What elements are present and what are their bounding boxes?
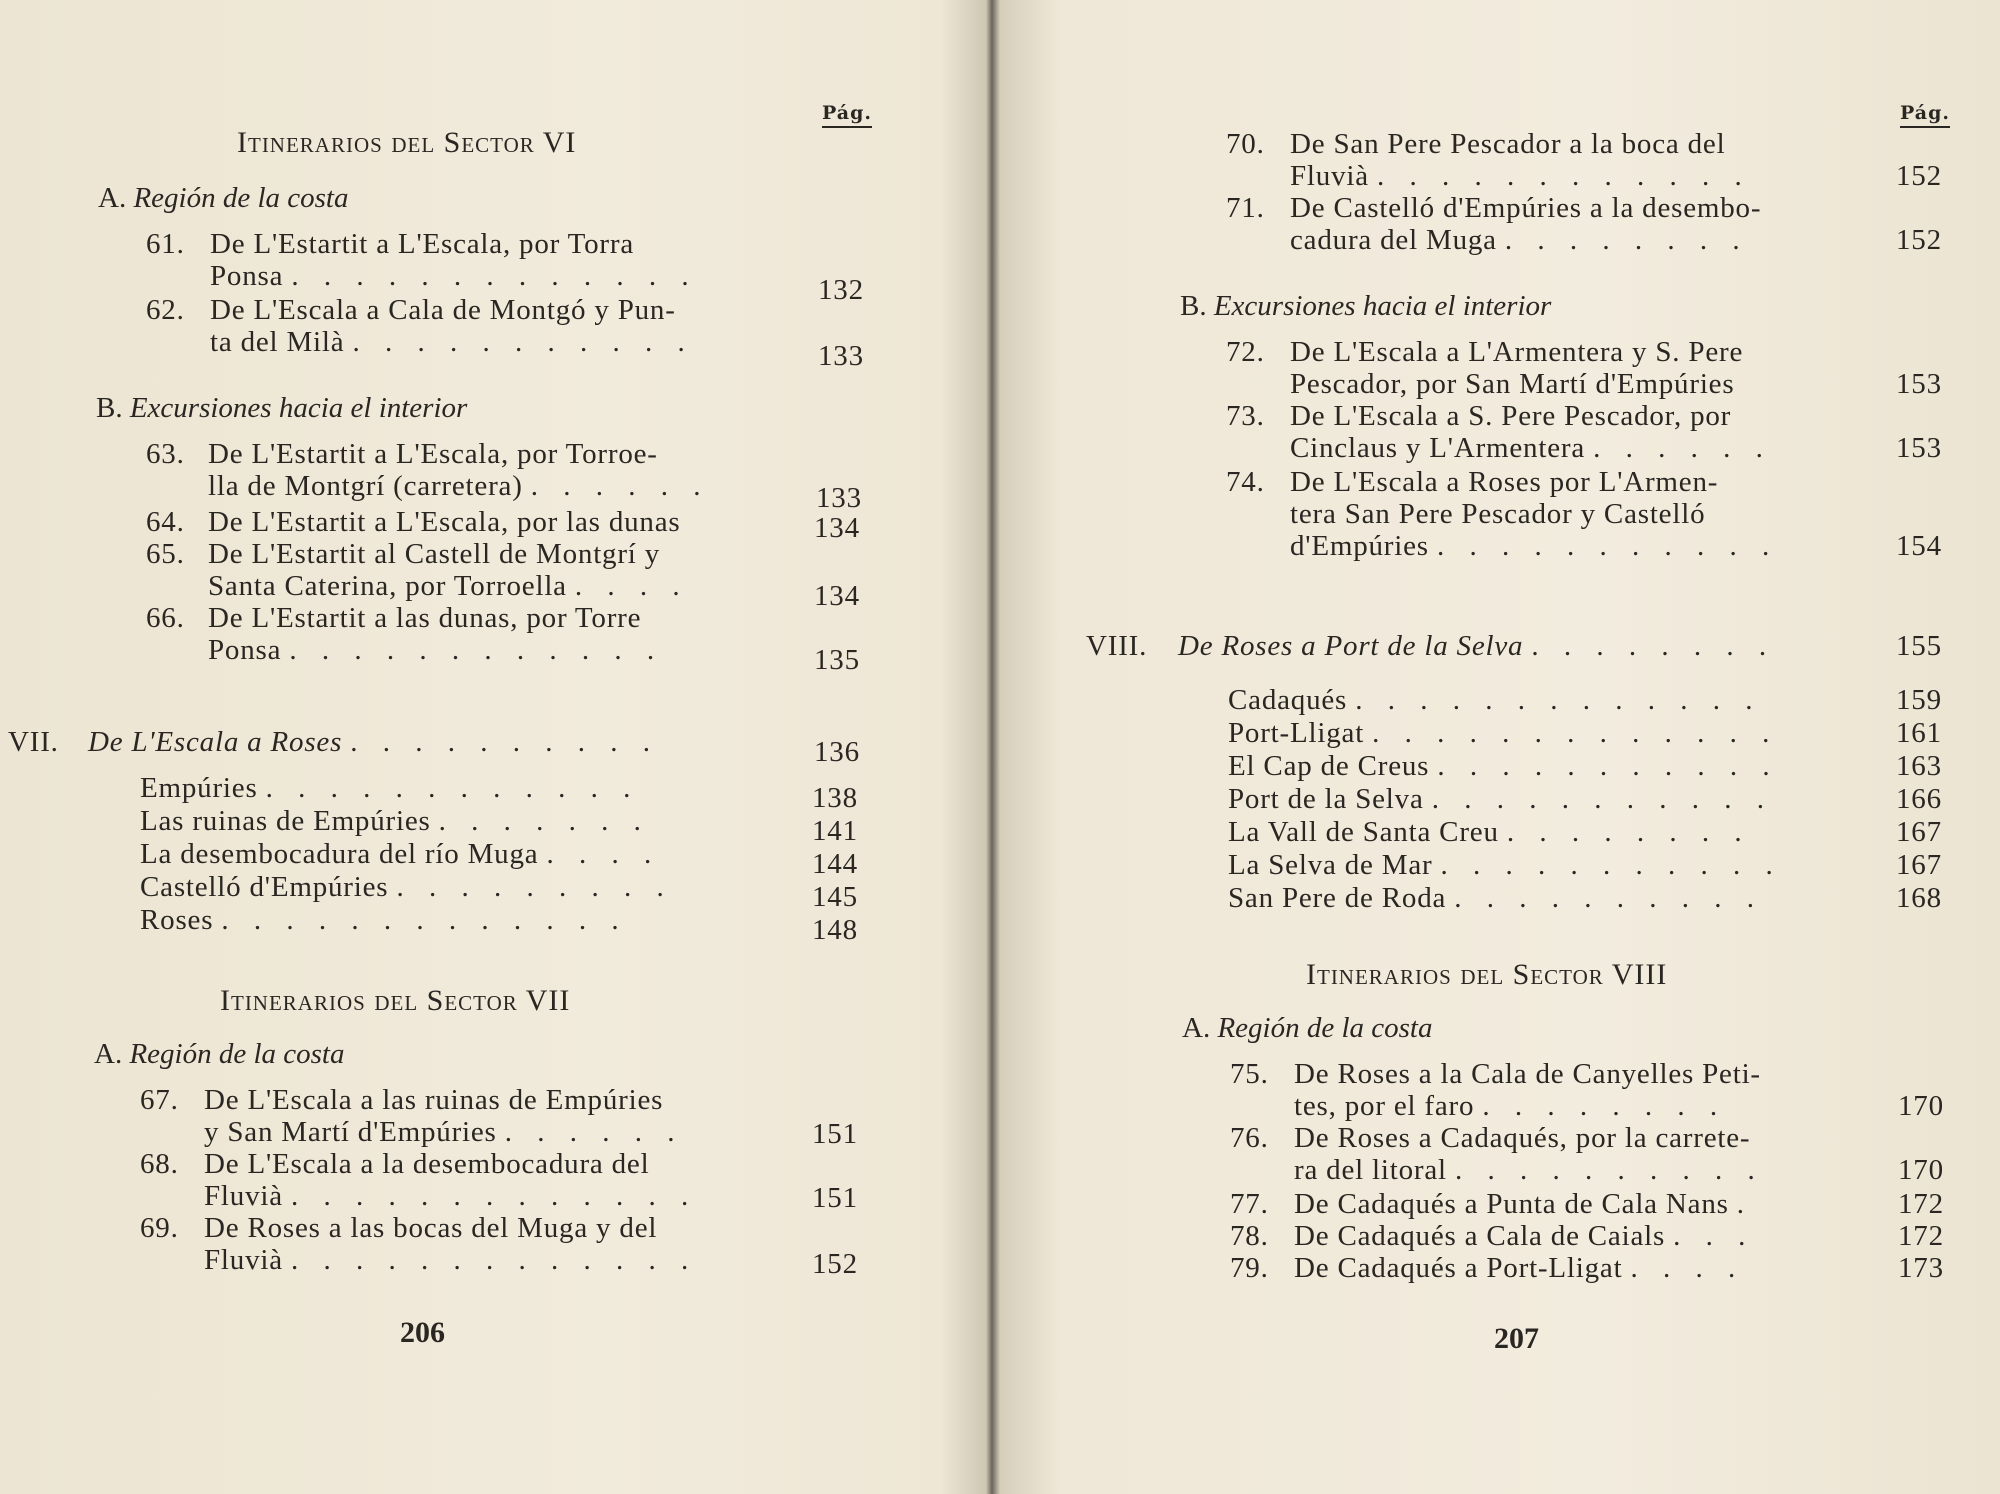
pag-label: Pág. <box>822 102 872 128</box>
chapter-title: De L'Escala a Roses <box>88 726 343 758</box>
page-number: 167 <box>1896 816 1942 848</box>
entry-number: 77. <box>1230 1188 1269 1220</box>
entry-text: De L'Estartit a L'Escala, por Torroe- <box>208 438 658 470</box>
entry-text: De Roses a las bocas del Muga y del <box>204 1212 658 1244</box>
toc-entry: 77. De Cadaqués a Punta de Cala Nans . 172 <box>1230 1188 1944 1220</box>
entry-text: ra del litoral <box>1294 1154 1447 1186</box>
toc-entry: 69. De Roses a las bocas del Muga y del Fluvià . . . . . . . . . . . . . 152 <box>140 1212 858 1280</box>
entry-text: De L'Escala a la desembocadura del <box>204 1148 650 1180</box>
entry-text: Cinclaus y L'Armentera <box>1290 432 1586 464</box>
toc-entry: 78. De Cadaqués a Cala de Caials . . . 172 <box>1230 1220 1944 1252</box>
chapter-title: De Roses a Port de la Selva <box>1178 630 1524 662</box>
page-number: 135 <box>814 644 860 676</box>
entry-text: lla de Montgrí (carretera) <box>208 470 523 502</box>
item-label: San Pere de Roda <box>1228 882 1447 914</box>
item-label: Port-Lligat <box>1228 717 1365 749</box>
chapter-items <box>1228 684 1968 915</box>
entry-text: Santa Caterina, por Torroella <box>208 570 567 602</box>
entry-number: 68. <box>140 1148 179 1180</box>
entry-text: De L'Estartit a L'Escala, por Torra <box>210 228 635 260</box>
page-number: 145 <box>812 881 858 913</box>
page-number: 133 <box>816 482 862 514</box>
item-label: Empúries <box>140 772 258 804</box>
entry-text: tes, por el faro <box>1294 1090 1475 1122</box>
page-number: 172 <box>1898 1188 1944 1220</box>
entry-text: tera San Pere Pescador y Castelló <box>1290 498 1706 530</box>
page-number: 144 <box>812 848 858 880</box>
entry-text: De Cadaqués a Port-Lligat <box>1294 1252 1623 1284</box>
entry-text: De L'Escala a las ruinas de Empúries <box>204 1084 664 1116</box>
page-number: 168 <box>1896 882 1942 914</box>
page-number: 151 <box>812 1182 858 1214</box>
item-label: La Vall de Santa Creu <box>1228 816 1499 848</box>
right-page <box>1000 0 2000 1494</box>
left-page <box>0 0 985 1494</box>
entry-number: 74. <box>1226 466 1265 498</box>
page-number: 134 <box>814 512 860 544</box>
page-folio: 207 <box>1494 1322 1539 1355</box>
item-label: Port de la Selva <box>1228 783 1424 815</box>
toc-entry: 63. De L'Estartit a L'Escala, por Torroe- lla de Montgrí (carretera) . . . . . . 133 <box>146 438 862 514</box>
entry-text: De Roses a la Cala de Canyelles Peti- <box>1294 1058 1761 1090</box>
subsection-heading <box>96 392 467 425</box>
page-number: 161 <box>1896 717 1942 749</box>
entry-text: Fluvià <box>204 1180 283 1212</box>
page-number: 166 <box>1896 783 1942 815</box>
toc-item: La desembocadura del río Muga . . . . 144 <box>140 838 858 880</box>
toc-entry: 70. De San Pere Pescador a la boca del Fluvià . . . . . . . . . . . . 152 <box>1226 128 1942 192</box>
chapter-items <box>140 772 870 946</box>
page-number: 148 <box>812 914 858 946</box>
item-label: Castelló d'Empúries <box>140 871 389 903</box>
entry-text: Fluvià <box>1290 160 1369 192</box>
toc-entry: 73. De L'Escala a S. Pere Pescador, por Cinclaus y L'Armentera . . . . . . 153 <box>1226 400 1942 464</box>
entry-number: 61. <box>146 228 185 260</box>
page-number: 153 <box>1896 432 1942 464</box>
entry-text: De Cadaqués a Cala de Caials <box>1294 1220 1666 1252</box>
page-number: 170 <box>1898 1154 1944 1186</box>
toc-entry: 61. De L'Estartit a L'Escala, por Torra Ponsa . . . . . . . . . . . . . 132 <box>146 228 864 306</box>
entry-number: 78. <box>1230 1220 1269 1252</box>
subsection-title: Región de la costa <box>1217 1012 1433 1044</box>
subsection-title: Excursiones hacia el interior <box>1213 290 1552 322</box>
entry-text: De L'Estartit a las dunas, por Torre <box>208 602 642 634</box>
toc-item: El Cap de Creus . . . . . . . . . . . 163 <box>1228 750 1942 782</box>
pag-label: Pág. <box>1900 102 1950 128</box>
page-number: 167 <box>1896 849 1942 881</box>
page-number: 152 <box>1896 224 1942 256</box>
chapter-number: VIII. <box>1086 630 1148 662</box>
subsection-title: Región de la costa <box>129 1038 345 1070</box>
toc-item: Empúries . . . . . . . . . . . . 138 <box>140 772 858 814</box>
toc-item: Port-Lligat . . . . . . . . . . . . . 161 <box>1228 717 1942 749</box>
entry-text: De L'Escala a Roses por L'Armen- <box>1290 466 1719 498</box>
toc-item: Castelló d'Empúries . . . . . . . . . 145 <box>140 871 858 913</box>
subsection-heading <box>94 1038 345 1071</box>
toc-entry: 79. De Cadaqués a Port-Lligat . . . . 173 <box>1230 1252 1944 1284</box>
toc-entry: 71. De Castelló d'Empúries a la desembo- cadura del Muga . . . . . . . . 152 <box>1226 192 1942 256</box>
page-number: 134 <box>814 580 860 612</box>
item-label: Roses <box>140 904 214 936</box>
entry-text: De Cadaqués a Punta de Cala Nans <box>1294 1188 1729 1220</box>
page-number: 170 <box>1898 1090 1944 1122</box>
subsection-title: Excursiones hacia el interior <box>129 392 468 424</box>
sector-heading: Itinerarios del Sector VI <box>237 126 577 159</box>
toc-entry <box>146 506 860 544</box>
item-label: Cadaqués <box>1228 684 1348 716</box>
entry-text: De L'Estartit al Castell de Montgrí y <box>208 538 661 570</box>
item-label: La Selva de Mar <box>1228 849 1433 881</box>
entry-text: cadura del Muga <box>1290 224 1497 256</box>
page-number: 152 <box>812 1248 858 1280</box>
toc-item: Cadaqués . . . . . . . . . . . . . 159 <box>1228 684 1942 716</box>
page-number: 154 <box>1896 530 1942 562</box>
toc-entry: 62. De L'Escala a Cala de Montgó y Pun- ta del Milà . . . . . . . . . . . 133 <box>146 294 864 372</box>
entry-number: 66. <box>146 602 185 634</box>
item-label: Las ruinas de Empúries <box>140 805 431 837</box>
entry-number: 76. <box>1230 1122 1269 1154</box>
entry-number: 72. <box>1226 336 1265 368</box>
page-number: 163 <box>1896 750 1942 782</box>
entry-text: De L'Escala a L'Armentera y S. Pere <box>1290 336 1744 368</box>
entry-text: De L'Escala a Cala de Montgó y Pun- <box>210 294 676 326</box>
subsection-letter: B. <box>1180 290 1207 322</box>
page-number: 155 <box>1896 630 1942 662</box>
entry-number: 64. <box>146 506 185 538</box>
entry-text: De Roses a Cadaqués, por la carrete- <box>1294 1122 1751 1154</box>
page-number: 152 <box>1896 160 1942 192</box>
entry-text: De Castelló d'Empúries a la desembo- <box>1290 192 1762 224</box>
toc-item: La Selva de Mar . . . . . . . . . . . 167 <box>1228 849 1942 881</box>
subsection-letter: B. <box>96 392 123 424</box>
entry-text: De San Pere Pescador a la boca del <box>1290 128 1726 160</box>
toc-entry: 76. De Roses a Cadaqués, por la carrete- ra del litoral . . . . . . . . . . 170 <box>1230 1122 1944 1186</box>
page-number: 151 <box>812 1118 858 1150</box>
page-number: 132 <box>818 274 864 306</box>
chapter-number: VII. <box>8 726 59 758</box>
page-number: 138 <box>812 782 858 814</box>
page-folio: 206 <box>400 1316 445 1349</box>
entry-text: d'Empúries <box>1290 530 1429 562</box>
page-number: 141 <box>812 815 858 847</box>
subsection-heading <box>1180 290 1551 323</box>
sector-heading: Itinerarios del Sector VIII <box>1306 958 1668 991</box>
subsection-title: Región de la costa <box>133 182 349 214</box>
entry-number: 71. <box>1226 192 1265 224</box>
sector-heading: Itinerarios del Sector VII <box>220 984 571 1017</box>
entry-number: 62. <box>146 294 185 326</box>
toc-entry: 74. De L'Escala a Roses por L'Armen- tera San Pere Pescador y Castelló d'Empúries . . . . . . . . . . . 154 <box>1226 466 1942 562</box>
page-number: 153 <box>1896 368 1942 400</box>
entry-number: 65. <box>146 538 185 570</box>
toc-entry: 75. De Roses a la Cala de Canyelles Peti- tes, por el faro . . . . . . . . 170 <box>1230 1058 1944 1122</box>
page-number: 133 <box>818 340 864 372</box>
entry-text: Fluvià <box>204 1244 283 1276</box>
item-label: El Cap de Creus <box>1228 750 1430 782</box>
toc-item: La Vall de Santa Creu . . . . . . . . 167 <box>1228 816 1942 848</box>
page-number: 173 <box>1898 1252 1944 1284</box>
entry-text: y San Martí d'Empúries <box>204 1116 497 1148</box>
toc-item: San Pere de Roda . . . . . . . . . . 168 <box>1228 882 1942 914</box>
chapter-entry: VIII. De Roses a Port de la Selva . . . . . . . . 155 <box>1086 630 1942 662</box>
chapter-entry: VII. De L'Escala a Roses . . . . . . . . . . 136 <box>8 726 860 768</box>
toc-entry: 68. De L'Escala a la desembocadura del Fluvià . . . . . . . . . . . . . 151 <box>140 1148 858 1214</box>
page-number: 136 <box>814 736 860 768</box>
toc-entry: 67. De L'Escala a las ruinas de Empúries y San Martí d'Empúries . . . . . . 151 <box>140 1084 858 1150</box>
entry-number: 73. <box>1226 400 1265 432</box>
subsection-heading <box>1182 1012 1433 1045</box>
item-label: La desembocadura del río Muga <box>140 838 539 870</box>
entry-text: De L'Estartit a L'Escala, por las dunas <box>208 506 681 538</box>
subsection-heading <box>98 182 349 215</box>
toc-item: Port de la Selva . . . . . . . . . . . 166 <box>1228 783 1942 815</box>
toc-entry: 66. De L'Estartit a las dunas, por Torre Ponsa . . . . . . . . . . . . 135 <box>146 602 860 676</box>
entry-text: Ponsa <box>210 260 284 292</box>
entry-text: ta del Milà <box>210 326 345 358</box>
entry-number: 63. <box>146 438 185 470</box>
entry-number: 67. <box>140 1084 179 1116</box>
toc-entry: 65. De L'Estartit al Castell de Montgrí y Santa Caterina, por Torroella . . . . 134 <box>146 538 860 612</box>
entry-number: 70. <box>1226 128 1265 160</box>
toc-item: Roses . . . . . . . . . . . . . 148 <box>140 904 858 946</box>
toc-entry <box>1226 336 1956 406</box>
entry-number: 79. <box>1230 1252 1269 1284</box>
entry-text: Ponsa <box>208 634 282 666</box>
subsection-letter: A. <box>1182 1012 1211 1044</box>
subsection-letter: A. <box>94 1038 123 1070</box>
entry-number: 75. <box>1230 1058 1269 1090</box>
entry-number: 69. <box>140 1212 179 1244</box>
toc-item: Las ruinas de Empúries . . . . . . . 141 <box>140 805 858 847</box>
page-number: 172 <box>1898 1220 1944 1252</box>
page-number: 159 <box>1896 684 1942 716</box>
entry-text: De L'Escala a S. Pere Pescador, por <box>1290 400 1732 432</box>
entry-text: Pescador, por San Martí d'Empúries <box>1290 368 1735 400</box>
subsection-letter: A. <box>98 182 127 214</box>
